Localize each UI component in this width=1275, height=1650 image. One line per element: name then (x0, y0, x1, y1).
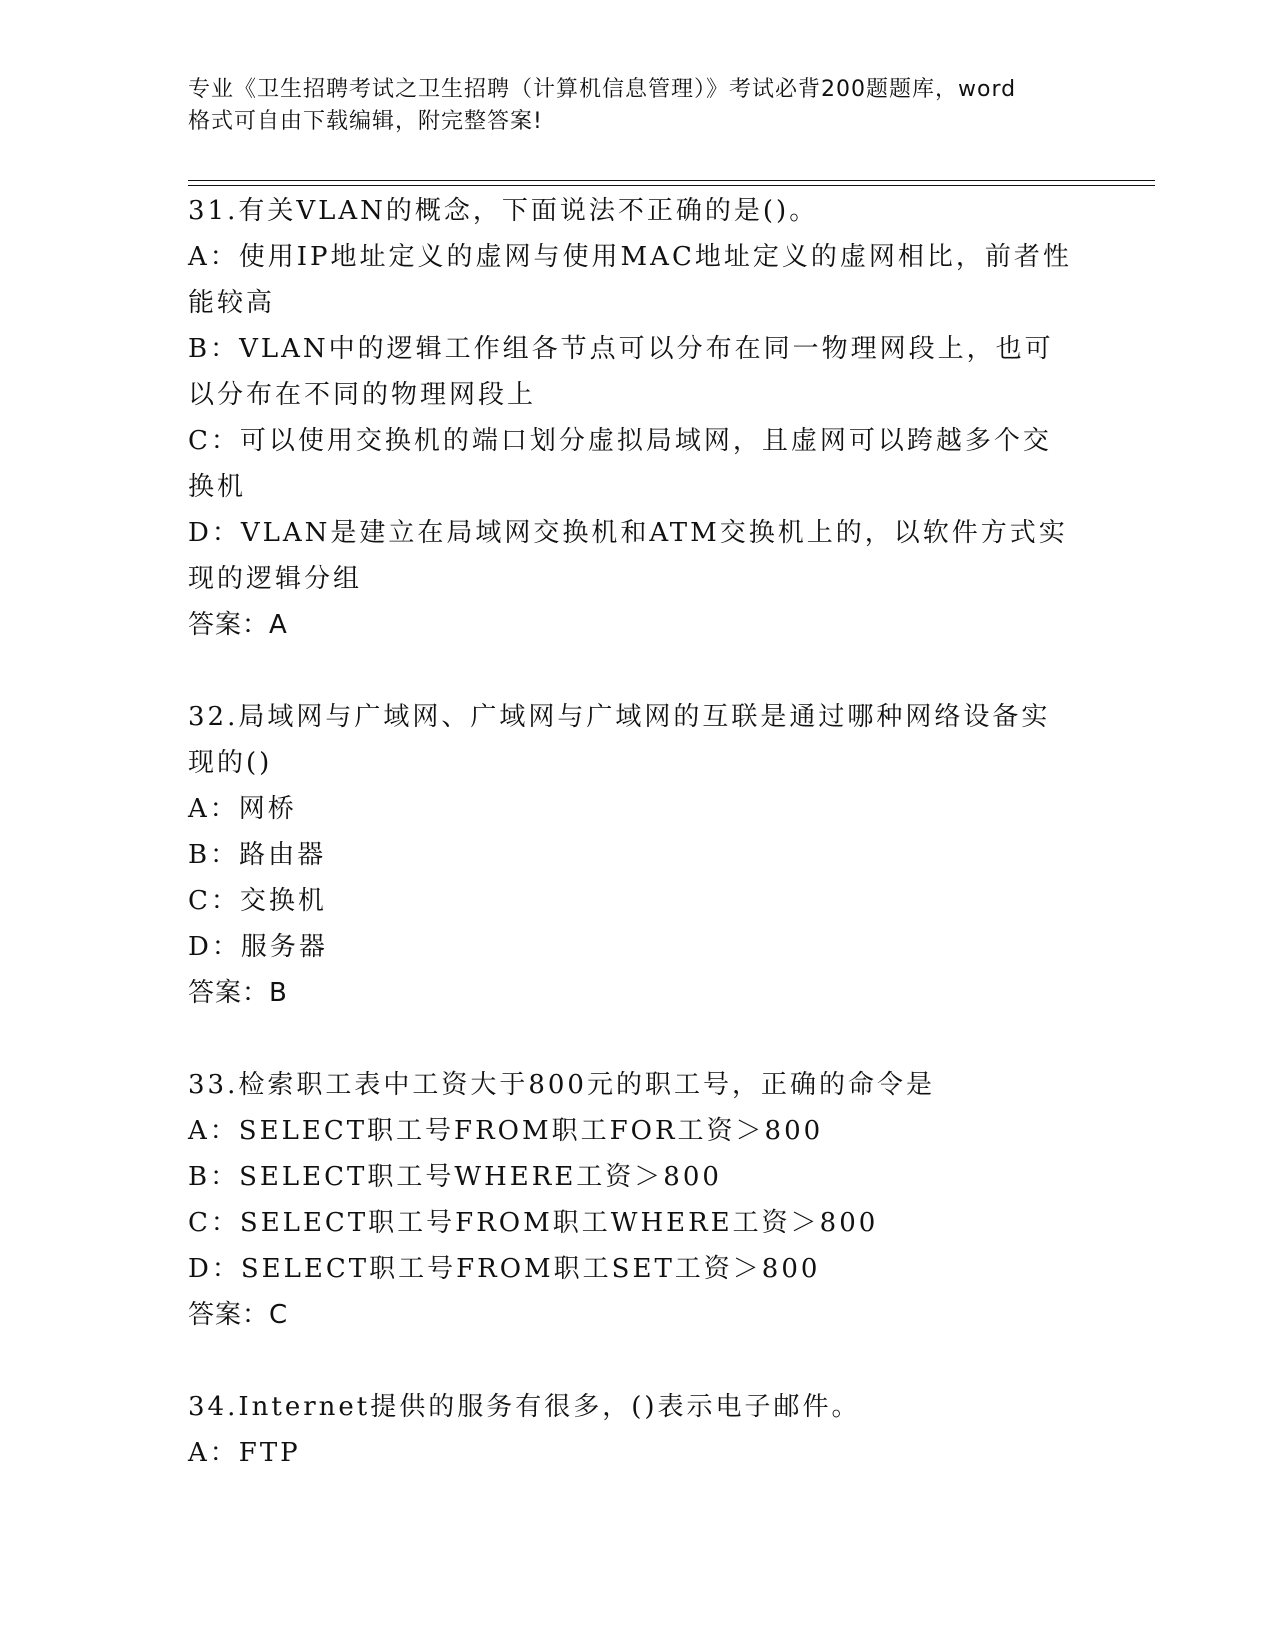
option-a: A：网桥 (188, 794, 297, 824)
question-31 (188, 188, 1078, 648)
option-a: A：使用IP地址定义的虚网与使用MAC地址定义的虚网相比，前者性能较高 (188, 242, 1072, 318)
option-a: A：SELECT职工号FROM职工FOR工资＞800 (188, 1116, 824, 1146)
document-header (188, 74, 1088, 138)
question-list (188, 188, 1078, 1476)
option-d: D：VLAN是建立在局域网交换机和ATM交换机上的，以软件方式实现的逻辑分组 (188, 518, 1068, 594)
question-stem: 33.检索职工表中工资大于800元的职工号，正确的命令是 (188, 1070, 935, 1100)
option-c: C：交换机 (188, 886, 327, 916)
header-rule-top (188, 180, 1155, 181)
option-c: C：SELECT职工号FROM职工WHERE工资＞800 (188, 1208, 879, 1238)
answer-label: 答案：A (188, 610, 288, 640)
option-d: D：SELECT职工号FROM职工SET工资＞800 (188, 1254, 821, 1284)
question-32 (188, 694, 1078, 1016)
header-rule-bottom (188, 185, 1155, 186)
answer-label: 答案：B (188, 978, 288, 1008)
option-b: B：VLAN中的逻辑工作组各节点可以分布在同一物理网段上，也可以分布在不同的物理网段上 (188, 334, 1054, 410)
question-stem: 31.有关VLAN的概念，下面说法不正确的是()。 (188, 196, 819, 226)
answer-label: 答案：C (188, 1300, 289, 1330)
option-a: A：FTP (188, 1438, 301, 1468)
header-title-line-2: 格式可自由下载编辑，附完整答案! (188, 109, 543, 134)
question-stem: 34.Internet提供的服务有很多，()表示电子邮件。 (188, 1392, 861, 1422)
question-33 (188, 1062, 1078, 1338)
question-stem: 32.局域网与广域网、广域网与广域网的互联是通过哪种网络设备实现的() (188, 702, 1051, 778)
header-title-line-1: 专业《卫生招聘考试之卫生招聘（计算机信息管理）》考试必背200题题库，word (188, 77, 1017, 102)
question-34 (188, 1384, 1078, 1476)
option-b: B：SELECT职工号WHERE工资＞800 (188, 1162, 722, 1192)
option-b: B：路由器 (188, 840, 327, 870)
option-c: C：可以使用交换机的端口划分虚拟局域网，且虚网可以跨越多个交换机 (188, 426, 1052, 502)
option-d: D：服务器 (188, 932, 328, 962)
